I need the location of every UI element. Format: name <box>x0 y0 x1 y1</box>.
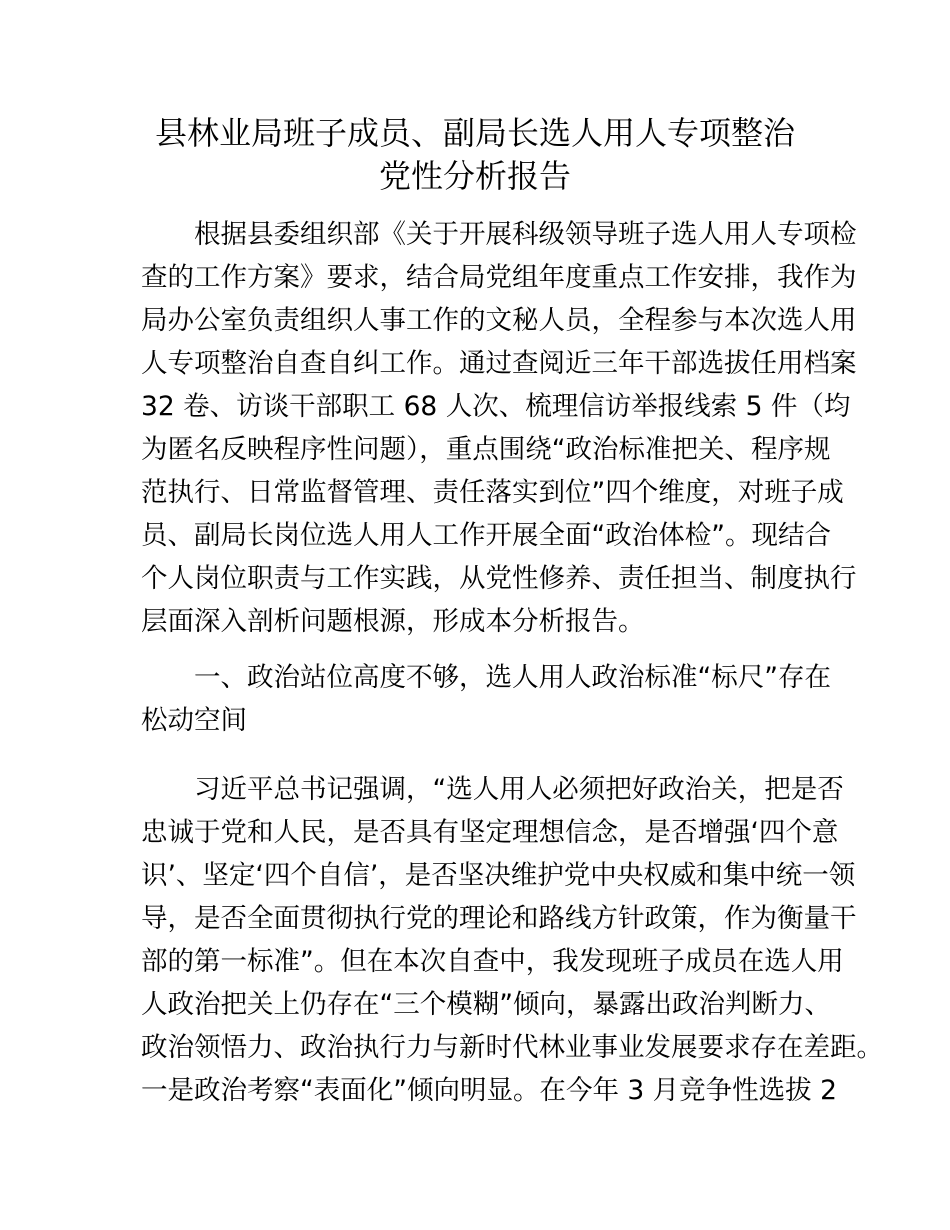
text-line: 忠诚于党和人民，是否具有坚定理想信念，是否增强‘四个意 <box>141 817 839 848</box>
text-line: 习近平总书记强调，“选人用人必须把好政治关，把是否 <box>194 774 844 805</box>
text-line: 政治领悟力、政治执行力与新时代林业事业发展要求存在差距。 <box>141 1032 883 1063</box>
text-line: 部的第一标准”。但在本次自查中，我发现班子成员在选人用 <box>141 946 844 977</box>
document-title <box>0 112 950 198</box>
text-line: 32 卷、访谈干部职工 68 人次、梳理信访举报线索 5 件（均 <box>141 391 851 422</box>
text-line: 个人岗位职责与工作实践，从党性修养、责任担当、制度执行 <box>141 563 857 594</box>
section-heading-1 <box>141 656 831 742</box>
intro-paragraph <box>141 213 857 643</box>
text-line: 根据县委组织部《关于开展科级领导班子选人用人专项检 <box>194 219 857 250</box>
text-line: 人专项整治自查自纠工作。通过查阅近三年干部选拔任用档案 <box>141 348 857 379</box>
heading-line: 松动空间 <box>141 705 247 736</box>
text-line: 员、副局长岗位选人用人工作开展全面“政治体检”。现结合 <box>141 520 831 551</box>
text-line: 导，是否全面贯彻执行党的理论和路线方针政策，作为衡量干 <box>141 903 857 934</box>
section-1-paragraph <box>141 768 883 1112</box>
text-line: 人政治把关上仍存在“三个模糊”倾向，暴露出政治判断力、 <box>141 989 831 1020</box>
text-line: 查的工作方案》要求，结合局党组年度重点工作安排，我作为 <box>141 262 857 293</box>
title-line-2: 党性分析报告 <box>378 157 571 195</box>
text-line: 为匿名反映程序性问题），重点围绕“政治标准把关、程序规 <box>141 434 831 465</box>
text-line: 范执行、日常监督管理、责任落实到位”四个维度，对班子成 <box>141 477 844 508</box>
text-line: 局办公室负责组织人事工作的文秘人员，全程参与本次选人用 <box>141 305 857 336</box>
text-line: 识’、坚定‘四个自信’，是否坚决维护党中央权威和集中统一领 <box>141 860 856 891</box>
heading-line: 一、政治站位高度不够，选人用人政治标准“标尺”存在 <box>194 662 831 693</box>
text-line: 层面深入剖析问题根源，形成本分析报告。 <box>141 606 645 637</box>
text-line: 一是政治考察“表面化”倾向明显。在今年 3 月竞争性选拔 2 <box>141 1075 837 1106</box>
title-line-1: 县林业局班子成员、副局长选人用人专项整治 <box>154 114 795 152</box>
